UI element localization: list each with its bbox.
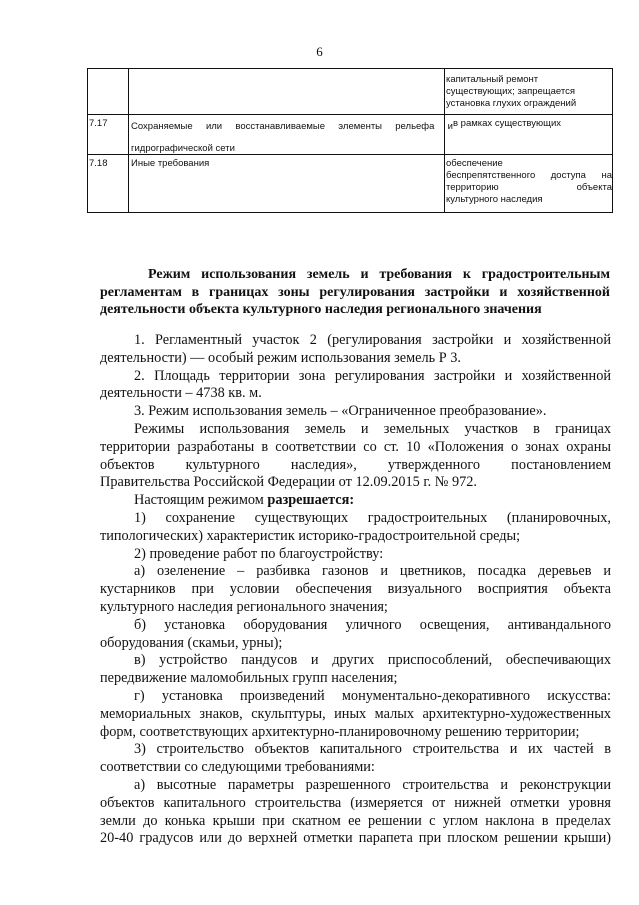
paragraph-line: г) установка произведений монументально-декоративного искусства: [134, 687, 611, 704]
paragraph-line: культурного наследия регионального значения; [100, 598, 388, 615]
paragraph-line: б) установка оборудования уличного освещения, антивандального [134, 616, 611, 633]
table-cell-text: беспрепятственного доступа на [446, 170, 612, 181]
paragraph-line: мемориальных знаков, скульптуры, иных малых архитектурно-художественных [100, 705, 611, 722]
paragraph-line: деятельности) — особый режим использования земель Р 3. [100, 349, 461, 366]
paragraph-line: в) устройство пандусов и других приспособлений, обеспечивающих [134, 652, 611, 669]
section-heading: Режим использования земель и требования к градостроительным регламентам в границах зоны регулирования застройки и хозяйственной деятельности объекта культурного наследия регионального значения [100, 267, 610, 317]
paragraph-line: территории разработаны в соответствии со ст. 10 «Положения о зонах охраны [100, 438, 611, 455]
paragraph-line: оборудования (скамьи, урны); [100, 634, 283, 651]
bold-word: разрешается: [267, 492, 355, 509]
page-number: 6 [316, 44, 323, 59]
paragraph-line: кустарников при условии обеспечения визуального восприятия объекта [100, 581, 611, 598]
paragraph-line: земли до конька крыши при скатном ее решении с углом наклона в пределах [100, 812, 611, 829]
table-cell-text: обеспечение [446, 158, 503, 169]
table-row-name [131, 121, 453, 155]
paragraph-line: соответствии со следующими требованиями: [100, 759, 375, 776]
paragraph-line: Настоящим режимом разрешается: [134, 492, 355, 509]
table-row-divider [88, 114, 612, 115]
paragraph-line: объектов культурного наследия», утвержденного постановлением [100, 456, 611, 473]
paragraph-line: 1) сохранение существующих градостроительных (планировочных, [134, 509, 611, 526]
table-cell-text: в рамках существующих [453, 118, 562, 129]
table-row-requirement [446, 158, 612, 206]
table-cell-text: гидрографической сети [131, 143, 235, 154]
table-cell-text: капитальный ремонт [446, 74, 539, 85]
table-cell-text: Сохраняемые или восстанавливаемые элементы рельефа и [131, 121, 453, 132]
paragraph-line: 2) проведение работ по благоустройству: [134, 545, 384, 562]
paragraph-line: 20-40 градусов или до верхней отметки парапета при плоском решении крыши) [100, 830, 611, 847]
table-row [446, 74, 612, 110]
table-row-requirement [453, 118, 611, 130]
paragraph-line: 2. Площадь территории зона регулирования застройки и хозяйственной [134, 367, 611, 384]
table-cell-text: территорию объекта [446, 182, 612, 193]
table-cell-text: Иные требования [131, 158, 210, 169]
paragraph-line: типологических) характеристик историко-градостроительной среды; [100, 527, 521, 544]
paragraph-line: а) высотные параметры разрешенного строительства и реконструкции [134, 776, 611, 793]
paragraph-line: Правительства Российской Федерации от 12.09.2015 г. № 972. [100, 474, 477, 491]
paragraph-line: а) озеленение – разбивка газонов и цветников, посадка деревьев и [134, 563, 611, 580]
table-row-number: 7.17 [89, 118, 108, 129]
table-cell-text: установка глухих ограждений [446, 98, 577, 109]
body-text [100, 332, 611, 848]
table-row-name [131, 158, 431, 170]
requirements-table [87, 68, 613, 213]
paragraph-line: форм, соответствующих архитектурно-планировочному решению территории; [100, 723, 580, 740]
paragraph-line: деятельности – 4738 кв. м. [100, 385, 262, 402]
table-cell-text: культурного наследия [446, 194, 543, 205]
paragraph-line: 3. Режим использования земель – «Ограниченное преобразование». [134, 403, 547, 420]
table-row-number: 7.18 [89, 158, 108, 169]
paragraph-line: передвижение маломобильных групп населения; [100, 670, 398, 687]
paragraph-line: Режимы использования земель и земельных участков в границах [134, 420, 611, 437]
paragraph-line: 3) строительство объектов капитального строительства и их частей в [134, 741, 611, 758]
paragraph-line: 1. Регламентный участок 2 (регулирования застройки и хозяйственной [134, 332, 611, 348]
table-col-divider [128, 69, 129, 212]
paragraph-line: объектов капитального строительства (измеряется от нижней отметки уровня [100, 794, 611, 811]
table-cell-text: существующих; запрещается [446, 86, 576, 97]
